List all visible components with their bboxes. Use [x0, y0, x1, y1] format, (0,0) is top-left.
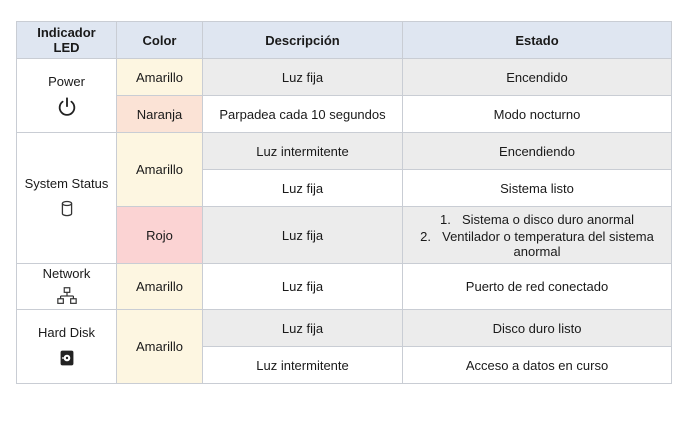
- disk-cylinder-icon: [56, 198, 78, 220]
- indicator-label: Power: [48, 73, 85, 89]
- state-cell: Acceso a datos en curso: [403, 347, 672, 384]
- header-description: Descripción: [203, 22, 403, 59]
- state-cell: Encendido: [403, 59, 672, 96]
- network-icon: [56, 285, 78, 307]
- state-cell: Puerto de red conectado: [403, 264, 672, 310]
- power-icon: [56, 96, 78, 118]
- indicator-power: [17, 59, 117, 133]
- list-item: 1. Sistema o disco duro anormal: [440, 211, 634, 227]
- color-cell: Amarillo: [117, 133, 203, 207]
- indicator-label: System Status: [24, 176, 109, 191]
- state-list: [409, 212, 665, 259]
- header-color: Color: [117, 22, 203, 59]
- state-cell: Encendiendo: [403, 133, 672, 170]
- color-cell: Rojo: [117, 207, 203, 264]
- indicator-label: Network: [42, 266, 91, 281]
- color-cell: Amarillo: [117, 264, 203, 310]
- table-row: [17, 133, 672, 170]
- state-cell: Disco duro listo: [403, 310, 672, 347]
- state-cell: [403, 207, 672, 264]
- description-cell: Parpadea cada 10 segundos: [203, 96, 403, 133]
- header-state: Estado: [403, 22, 672, 59]
- description-cell: Luz fija: [203, 170, 403, 207]
- indicator-hard-disk: [17, 310, 117, 384]
- description-cell: Luz intermitente: [203, 133, 403, 170]
- header-row: [17, 22, 672, 59]
- description-cell: Luz fija: [203, 310, 403, 347]
- color-cell: Amarillo: [117, 59, 203, 96]
- led-indicator-table: [16, 21, 672, 384]
- table-row: [17, 264, 672, 310]
- indicator-network: [17, 264, 117, 310]
- description-cell: Luz fija: [203, 264, 403, 310]
- state-cell: Sistema listo: [403, 170, 672, 207]
- list-item: 2. Ventilador o temperatura del sistema anormal: [420, 228, 654, 259]
- state-cell: Modo nocturno: [403, 96, 672, 133]
- header-indicator: Indicador LED: [17, 22, 117, 59]
- color-cell: Naranja: [117, 96, 203, 133]
- description-cell: Luz intermitente: [203, 347, 403, 384]
- description-cell: Luz fija: [203, 207, 403, 264]
- color-cell: Amarillo: [117, 310, 203, 384]
- table-row: [17, 310, 672, 347]
- description-cell: Luz fija: [203, 59, 403, 96]
- indicator-label: Hard Disk: [37, 324, 96, 340]
- table-row: [17, 59, 672, 96]
- hard-disk-icon: [56, 347, 78, 369]
- indicator-system-status: [17, 133, 117, 264]
